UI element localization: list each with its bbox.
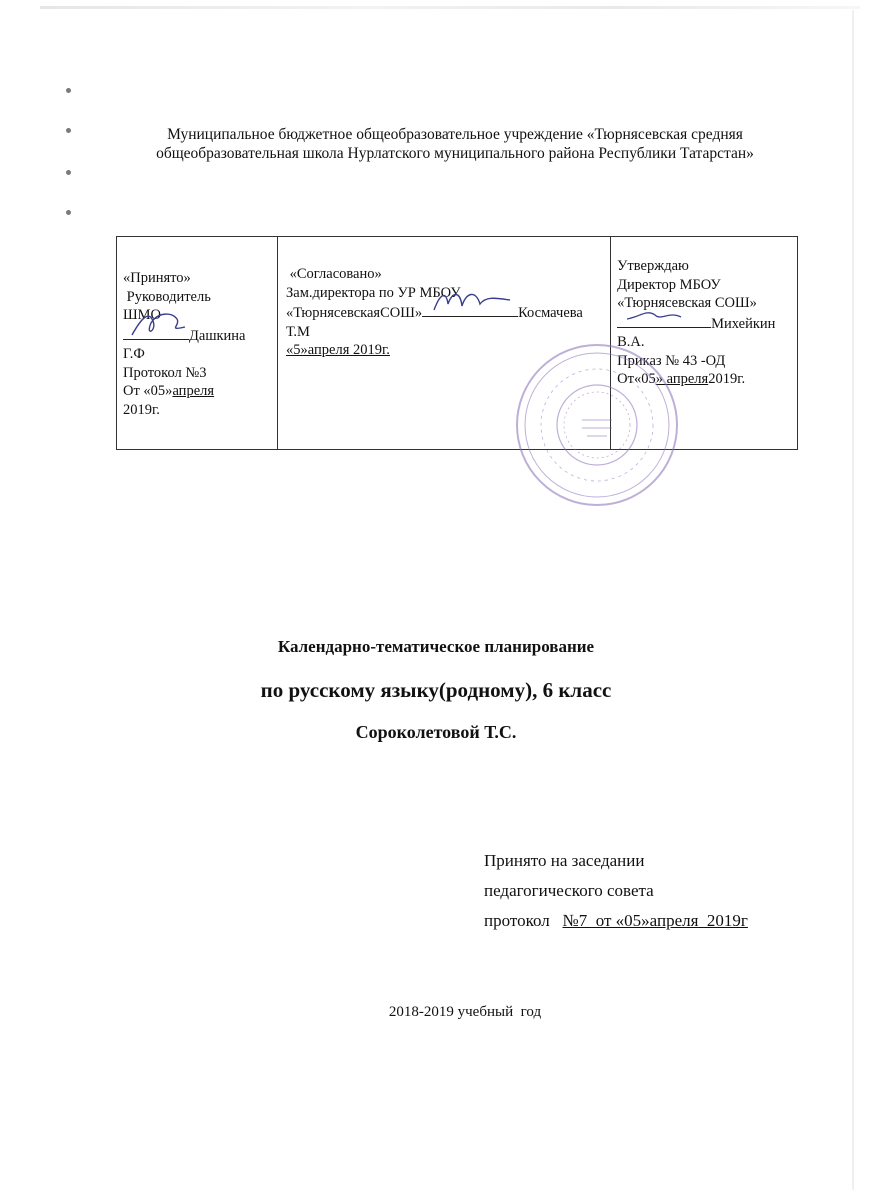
adoption-line1: Принято на заседании (484, 851, 645, 870)
agreed-name: Космачева (518, 305, 583, 321)
approved-name: Михейкин (711, 315, 776, 332)
accepted-protocol: Протокол №3 (123, 364, 207, 381)
signature-icon (621, 295, 691, 329)
agreed-name-initials: Т.М (286, 323, 310, 340)
agreed-role: Зам.директора по УР МБОУ (286, 284, 461, 301)
school-header-line2: общеобразовательная школа Нурлатского муниципального района Республики Татарстан» (156, 145, 754, 162)
approved-date-prefix: От«05 (617, 371, 656, 387)
accepted-year: 2019г. (123, 401, 160, 418)
accepted-role: Руководитель (123, 288, 211, 305)
signature-line (123, 325, 189, 340)
school-header-line1: Муниципальное бюджетное общеобразовательное учреждение «Тюрнясевская средняя (167, 126, 743, 143)
adoption-line2: педагогического совета (484, 881, 654, 900)
accepted-name-initials: Г.Ф (123, 346, 145, 362)
school-seal-stamp (512, 340, 682, 510)
accepted-date-prefix: От «05» (123, 383, 173, 399)
binding-hole (66, 170, 71, 175)
signature-line (422, 302, 518, 317)
signature-line (617, 313, 711, 328)
approved-title: Утверждаю (617, 258, 689, 274)
accepted-cell (117, 237, 278, 450)
approved-role: Директор МБОУ (617, 276, 721, 293)
accepted-date-month: апреля (172, 383, 215, 399)
approved-date-month: » апреля (655, 371, 709, 387)
binding-hole (66, 128, 71, 133)
adoption-protocol-value: №7 от «05»апреля 2019г (562, 911, 748, 930)
approved-signature-line (617, 313, 793, 334)
agreed-title: «Согласовано» (286, 266, 382, 282)
agreed-org: «ТюрнясевскаяСОШ» (286, 305, 423, 321)
agreed-signature-line (286, 302, 606, 323)
binding-hole (66, 210, 71, 215)
accepted-signature-line (123, 325, 273, 346)
adoption-protocol-prefix: протокол (484, 911, 563, 930)
binding-hole (66, 88, 71, 93)
approved-order: Приказ № 43 -ОД (617, 352, 726, 369)
approved-name-initials: В.А. (617, 334, 645, 350)
accepted-name: Дашкина (189, 327, 246, 344)
signature-icon (426, 284, 516, 318)
accepted-date (123, 382, 273, 401)
agreed-date: «5»апреля 2019г. (286, 342, 390, 358)
adoption-line3 (484, 906, 748, 936)
accepted-org: ШМО (123, 307, 161, 323)
approvals-table (116, 236, 798, 450)
document-subject: по русскому языку(родному), 6 класс (260, 678, 612, 702)
school-header (110, 125, 800, 163)
approved-org: «Тюрнясевская СОШ» (617, 295, 757, 311)
signature-icon (127, 307, 187, 341)
approved-year: 2019г. (708, 371, 746, 387)
document-author: Сороколетовой Т.С. (355, 722, 517, 742)
school-year: 2018-2019 учебный год (388, 1004, 542, 1020)
adoption-note (484, 846, 748, 936)
accepted-title: «Принято» (123, 270, 191, 286)
document-title: Календарно-тематическое планирование (277, 637, 595, 656)
scan-edge-top (40, 6, 860, 9)
